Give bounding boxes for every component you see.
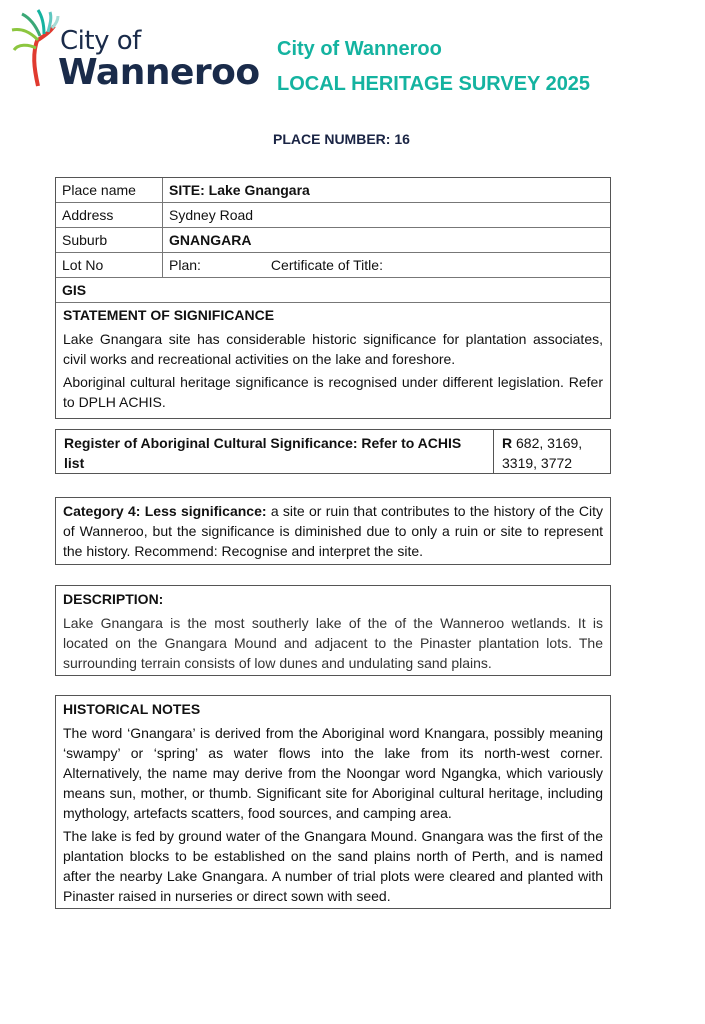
table-row (56, 178, 610, 203)
significance-para2: Aboriginal cultural heritage significance is recognised under different legislation. Refer to DPLH ACHIS. (63, 374, 603, 410)
description-text: Lake Gnangara is the most southerly lake of the of the Wanneroo wetlands. It is located on the Gnangara Mound and adjacent to the Pinaster plantation lots. The surrounding terrain consists of low dunes and undulating sand plains. (63, 615, 603, 671)
place-number: PLACE NUMBER: 16 (273, 131, 410, 147)
city-of-wanneroo-logo (8, 8, 260, 93)
place-name-label: Place name (56, 178, 163, 203)
table-row (56, 228, 610, 253)
significance-para1: Lake Gnangara site has considerable historic significance for plantation associates, civil works and recreational activities on the lake and foreshore. (63, 331, 603, 367)
info-and-significance-box (55, 177, 611, 419)
table-row (56, 253, 610, 278)
significance-heading: STATEMENT OF SIGNIFICANCE (63, 307, 275, 323)
address-label: Address (56, 203, 163, 228)
address-value: Sydney Road (163, 203, 611, 228)
significance-section (56, 303, 610, 418)
register-values (494, 430, 610, 473)
logo-line1: City of (60, 26, 141, 56)
lot-value (163, 253, 611, 278)
register-box (55, 429, 611, 474)
certificate-label: Certificate of Title: (270, 257, 383, 273)
lot-label: Lot No (56, 253, 163, 278)
page-subtitle: LOCAL HERITAGE SURVEY 2025 (277, 73, 591, 95)
category-text: a site or ruin that contributes to the history of the City of Wanneroo, but the significance is diminished due to only a ruin or site to represent the history. Recommend: Recognise and interpret the site. (63, 503, 603, 559)
historical-para2: The lake is fed by ground water of the Gnangara Mound. Gnangara was the first of the plantation blocks to be established on the sand plains north of Perth, and is named after the nearby Lake Gnangara. A number of trial plots were cleared and planted with Pinaster raised in nurseries or direct sown with seed. (63, 828, 603, 904)
register-r-prefix: R (502, 435, 513, 451)
register-label: Register of Aboriginal Cultural Significance: Refer to ACHIS list (56, 430, 494, 473)
logo-line2: Wanneroo (58, 52, 260, 93)
table-row (56, 278, 610, 303)
historical-para1: The word ‘Gnangara’ is derived from the Aboriginal word Knangara, possibly meaning ‘swampy’ or ‘spring’ as water flows into the lake from its north-west corner. Alternatively, the name may derive from the Noongar word Ngangka, which variously means sun, mother, or thumb. Significant site for Aboriginal cultural heritage, including mythology, artefacts scatters, food sources, and camping area. (63, 725, 603, 821)
historical-notes-box (55, 695, 611, 909)
suburb-value: GNANGARA (163, 228, 611, 253)
place-info-table (56, 178, 610, 303)
description-heading: DESCRIPTION: (63, 591, 164, 607)
historical-heading: HISTORICAL NOTES (63, 701, 201, 717)
category-label: Category 4: Less significance: (63, 503, 267, 519)
description-box (55, 585, 611, 676)
register-numbers: 682, 3169, 3319, 3772 (502, 435, 583, 471)
place-name-value: SITE: Lake Gnangara (163, 178, 611, 203)
table-row (56, 203, 610, 228)
suburb-label: Suburb (56, 228, 163, 253)
page-title: City of Wanneroo (277, 38, 442, 60)
plan-label: Plan: (169, 257, 201, 273)
gis-label: GIS (56, 278, 610, 303)
category-box (55, 497, 611, 565)
